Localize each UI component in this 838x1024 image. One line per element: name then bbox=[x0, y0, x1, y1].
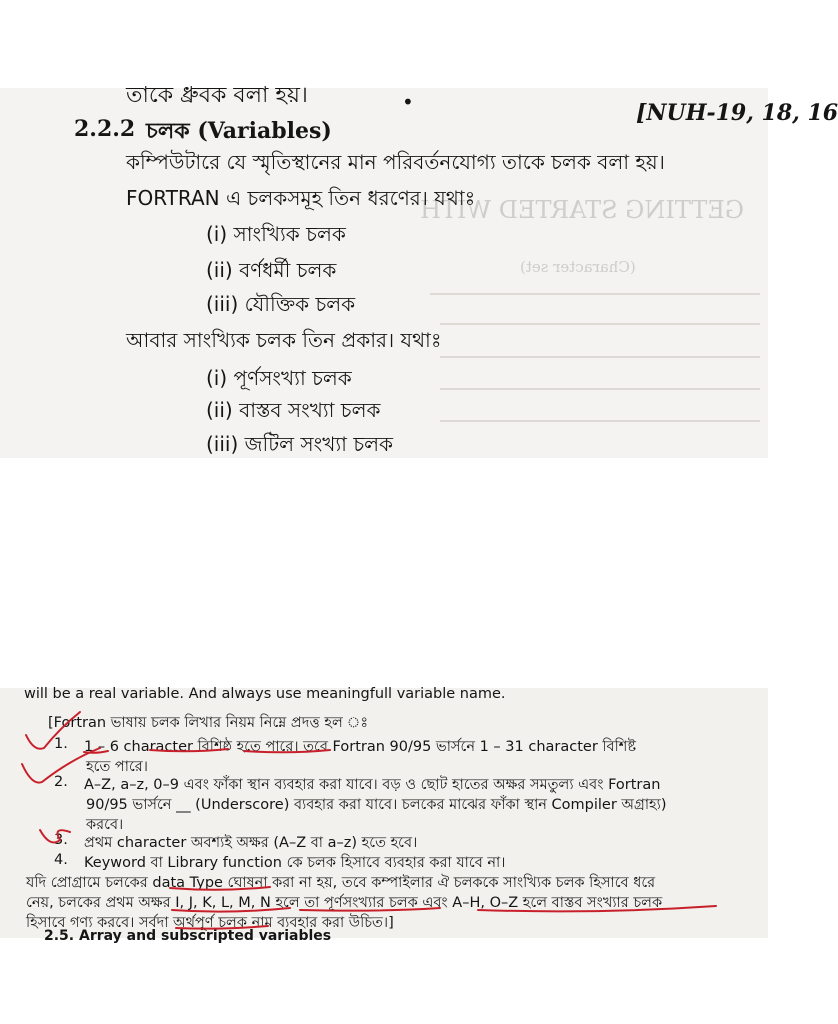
carried-over-line: will be a real variable. And always use meaningfull variable name. bbox=[24, 686, 506, 702]
variable-type-item: (i) সাংখ্যিক চলক bbox=[206, 222, 346, 246]
bleed-through-line bbox=[440, 356, 760, 358]
bleed-through-subheading: (Character set) bbox=[520, 258, 636, 276]
top-page-photo bbox=[0, 83, 838, 458]
note-line: নেয়, চলকের প্রথম অক্ষর I, J, K, L, M, N হলে তা পূর্ণসংখ্যার চলক এবং A–H, O–Z হলে বাস্তব সংখ্যার চলক bbox=[26, 895, 663, 911]
exam-reference: [NUH-19, 18, 16 bbox=[636, 100, 838, 126]
rule-text: 1 – 6 character বিশিষ্ঠ হতে পারে। তবে Fortran 90/95 ভার্সনে 1 – 31 character বিশিষ্ট bbox=[84, 739, 637, 755]
section-title: চলক (Variables) bbox=[146, 118, 332, 144]
note-line: হিসাবে গণ্য করবে। সর্বদা অর্থপূর্ণ চলক নাম ব্যবহার করা উচিত।] bbox=[26, 915, 394, 931]
rule-text: A–Z, a–z, 0–9 এবং ফাঁকা স্থান ব্যবহার করা যাবে। বড় ও ছোট হাতের অক্ষর সমতুল্য এবং Fortran bbox=[84, 777, 661, 793]
numeric-type-item: (ii) বাস্তব সংখ্যা চলক bbox=[206, 398, 381, 422]
bleed-through-line bbox=[440, 420, 760, 422]
section-number: 2.2.2 bbox=[74, 116, 136, 142]
variable-type-item: (iii) যৌক্তিক চলক bbox=[206, 292, 356, 316]
rule-text: হতে পারে। bbox=[86, 759, 148, 775]
rule-text: করবে। bbox=[86, 817, 124, 833]
bleed-through-heading: GETTING STARTED WITH bbox=[420, 196, 745, 224]
bleed-through-line bbox=[440, 323, 760, 325]
rule-number: 3. bbox=[54, 832, 68, 848]
bullet-dot: • bbox=[402, 90, 414, 114]
rule-text: Keyword বা Library function কে চলক হিসাবে ব্যবহার করা যাবে না। bbox=[84, 855, 506, 871]
next-section-heading: 2.5. Array and subscripted variables bbox=[44, 928, 332, 944]
rule-number: 2. bbox=[54, 774, 68, 790]
bleed-through-line bbox=[440, 388, 760, 390]
note-line: যদি প্রোগ্রামে চলকের data Type ঘোষনা করা না হয়, তবে কম্পাইলার ঐ চলককে সাংখ্যিক চলক হিসাবে ধরে bbox=[26, 875, 656, 891]
rule-number: 1. bbox=[54, 736, 68, 752]
rules-heading: [Fortran ভাষায় চলক লিখার নিয়ম নিম্নে প্রদত্ত হল ঃ bbox=[48, 715, 369, 731]
cut-off-line: তাকে ধ্রুবক বলা হয়। bbox=[126, 83, 308, 108]
numeric-types-intro: আবার সাংখ্যিক চলক তিন প্রকার। যথাঃ bbox=[126, 328, 442, 352]
variable-definition: কম্পিউটারে যে স্মৃতিস্থানের মান পরিবর্তনযোগ্য তাকে চলক বলা হয়। bbox=[126, 150, 665, 174]
bottom-page-photo bbox=[0, 686, 768, 944]
numeric-type-item: (iii) জটিল সংখ্যা চলক bbox=[206, 432, 394, 456]
rule-text: 90/95 ভার্সনে __ (Underscore) ব্যবহার করা যাবে। চলকের মাঝের ফাঁকা স্থান Compiler অগ্রাহ্য) bbox=[86, 797, 667, 813]
variable-type-item: (ii) বর্ণধর্মী চলক bbox=[206, 258, 337, 282]
bleed-through-line bbox=[430, 293, 760, 295]
numeric-type-item: (i) পূর্ণসংখ্যা চলক bbox=[206, 366, 352, 390]
rule-number: 4. bbox=[54, 852, 68, 868]
rule-text: প্রথম character অবশ্যই অক্ষর (A–Z বা a–z) হতে হবে। bbox=[84, 835, 418, 851]
variable-types-intro: FORTRAN এ চলকসমূহ তিন ধরণের। যথাঃ bbox=[126, 186, 476, 210]
